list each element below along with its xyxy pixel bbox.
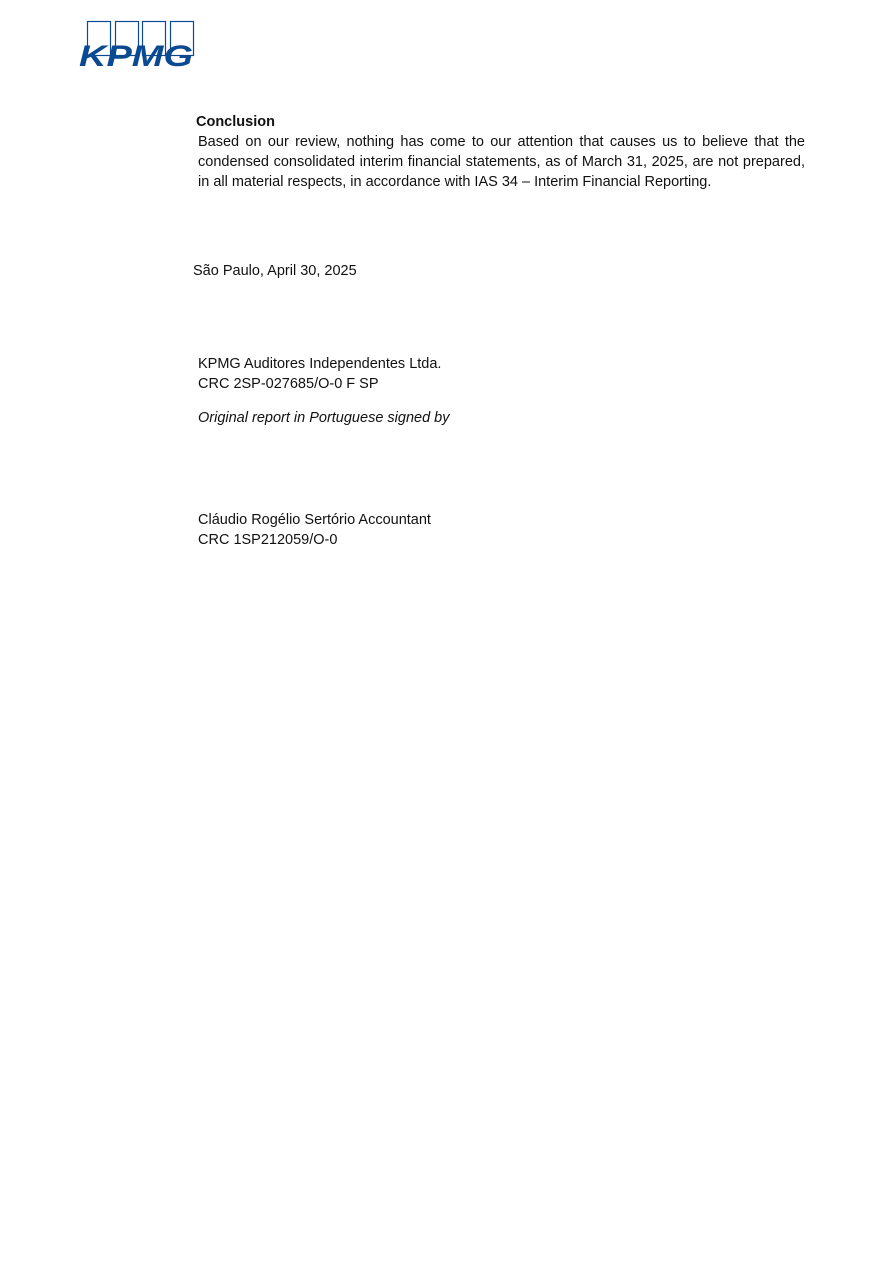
signed-note: Original report in Portuguese signed by [198, 410, 450, 426]
signer-crc: CRC 1SP212059/O-0 [198, 532, 338, 548]
signer-name: Cláudio Rogélio Sertório Accountant [198, 512, 431, 528]
firm-crc: CRC 2SP-027685/O-0 F SP [198, 376, 379, 392]
kpmg-logo [79, 20, 197, 68]
conclusion-paragraph: Based on our review, nothing has come to our attention that causes us to believe that the condensed consolidated interim financial statements, as of March 31, 2025, are not prepared, in all material respects, in accordance with IAS 34 – Interim Financial Reporting. [198, 134, 805, 190]
conclusion-heading: Conclusion [196, 114, 275, 130]
place-and-date: São Paulo, April 30, 2025 [193, 263, 357, 279]
kpmg-logo-text: KPMG [79, 40, 193, 68]
firm-name: KPMG Auditores Independentes Ltda. [198, 356, 442, 372]
